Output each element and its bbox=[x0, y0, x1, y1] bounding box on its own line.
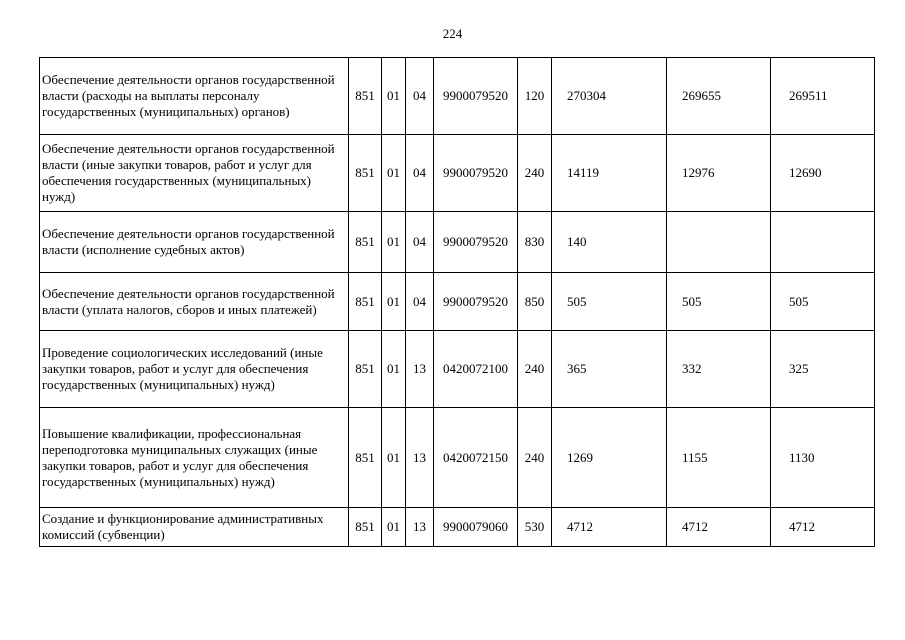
expense-type-code: 240 bbox=[518, 408, 552, 508]
ministry-code: 851 bbox=[349, 212, 382, 273]
row-description: Обеспечение деятельности органов государственной власти (уплата налогов, сборов и иных платежей) bbox=[40, 273, 349, 331]
target-article-code: 0420072100 bbox=[434, 331, 518, 408]
subsection-code: 13 bbox=[406, 408, 434, 508]
target-article-code: 9900079520 bbox=[434, 135, 518, 212]
ministry-code: 851 bbox=[349, 508, 382, 547]
amount-year-1: 505 bbox=[552, 273, 667, 331]
budget-table bbox=[39, 57, 875, 547]
amount-year-2: 505 bbox=[667, 273, 771, 331]
table-row bbox=[40, 408, 875, 508]
subsection-code: 04 bbox=[406, 212, 434, 273]
ministry-code: 851 bbox=[349, 273, 382, 331]
row-description: Создание и функционирование административных комиссий (субвенции) bbox=[40, 508, 349, 547]
target-article-code: 9900079520 bbox=[434, 273, 518, 331]
amount-year-2: 4712 bbox=[667, 508, 771, 547]
section-code: 01 bbox=[382, 331, 406, 408]
target-article-code: 9900079520 bbox=[434, 58, 518, 135]
subsection-code: 04 bbox=[406, 273, 434, 331]
ministry-code: 851 bbox=[349, 58, 382, 135]
table-row bbox=[40, 331, 875, 408]
amount-year-3: 269511 bbox=[771, 58, 875, 135]
ministry-code: 851 bbox=[349, 408, 382, 508]
amount-year-3 bbox=[771, 212, 875, 273]
amount-year-1: 365 bbox=[552, 331, 667, 408]
amount-year-1: 14119 bbox=[552, 135, 667, 212]
subsection-code: 13 bbox=[406, 508, 434, 547]
ministry-code: 851 bbox=[349, 331, 382, 408]
section-code: 01 bbox=[382, 58, 406, 135]
target-article-code: 0420072150 bbox=[434, 408, 518, 508]
table-row bbox=[40, 212, 875, 273]
row-description: Обеспечение деятельности органов государственной власти (расходы на выплаты персоналу государственных (муниципальных) органов) bbox=[40, 58, 349, 135]
amount-year-1: 4712 bbox=[552, 508, 667, 547]
amount-year-3: 505 bbox=[771, 273, 875, 331]
expense-type-code: 240 bbox=[518, 135, 552, 212]
table-row bbox=[40, 508, 875, 547]
amount-year-3: 4712 bbox=[771, 508, 875, 547]
table-row bbox=[40, 273, 875, 331]
amount-year-3: 1130 bbox=[771, 408, 875, 508]
page-number: 224 bbox=[442, 26, 463, 41]
expense-type-code: 830 bbox=[518, 212, 552, 273]
target-article-code: 9900079520 bbox=[434, 212, 518, 273]
amount-year-1: 1269 bbox=[552, 408, 667, 508]
expense-type-code: 240 bbox=[518, 331, 552, 408]
expense-type-code: 530 bbox=[518, 508, 552, 547]
amount-year-2: 332 bbox=[667, 331, 771, 408]
section-code: 01 bbox=[382, 408, 406, 508]
section-code: 01 bbox=[382, 135, 406, 212]
row-description: Проведение социологических исследований (иные закупки товаров, работ и услуг для обеспечения государственных (муниципальных) нужд) bbox=[40, 331, 349, 408]
amount-year-2: 12976 bbox=[667, 135, 771, 212]
table-row bbox=[40, 135, 875, 212]
section-code: 01 bbox=[382, 273, 406, 331]
row-description: Обеспечение деятельности органов государственной власти (иные закупки товаров, работ и услуг для обеспечения государственных (муниципальных) нужд) bbox=[40, 135, 349, 212]
subsection-code: 04 bbox=[406, 58, 434, 135]
section-code: 01 bbox=[382, 508, 406, 547]
budget-table-body bbox=[40, 58, 875, 547]
row-description: Обеспечение деятельности органов государственной власти (исполнение судебных актов) bbox=[40, 212, 349, 273]
subsection-code: 04 bbox=[406, 135, 434, 212]
amount-year-3: 325 bbox=[771, 331, 875, 408]
amount-year-2 bbox=[667, 212, 771, 273]
row-description: Повышение квалификации, профессиональная переподготовка муниципальных служащих (иные закупки товаров, работ и услуг для обеспечения государственных (муниципальных) нужд) bbox=[40, 408, 349, 508]
ministry-code: 851 bbox=[349, 135, 382, 212]
subsection-code: 13 bbox=[406, 331, 434, 408]
expense-type-code: 120 bbox=[518, 58, 552, 135]
section-code: 01 bbox=[382, 212, 406, 273]
amount-year-2: 1155 bbox=[667, 408, 771, 508]
amount-year-1: 270304 bbox=[552, 58, 667, 135]
expense-type-code: 850 bbox=[518, 273, 552, 331]
amount-year-3: 12690 bbox=[771, 135, 875, 212]
table-row bbox=[40, 58, 875, 135]
amount-year-2: 269655 bbox=[667, 58, 771, 135]
target-article-code: 9900079060 bbox=[434, 508, 518, 547]
amount-year-1: 140 bbox=[552, 212, 667, 273]
